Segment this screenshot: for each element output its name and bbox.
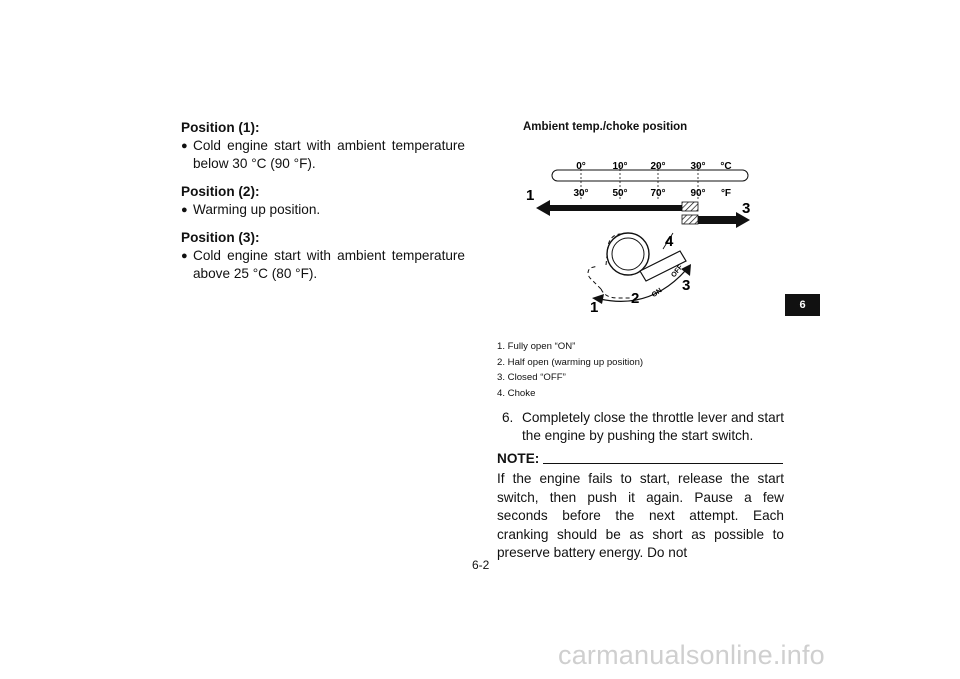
watermark: carmanualsonline.info [558,640,825,670]
position-3-text: Cold engine start with ambient temperature above 25 °C (80 °F). [193,248,465,281]
position-2-item [181,201,465,219]
figure-title: Ambient temp./choke position [523,121,688,133]
position-3-heading: Position (3): [181,230,260,245]
dial-on-label: ON [650,287,664,299]
callout-4: 4 [665,233,674,250]
fully-open-range-arrow [536,200,682,216]
bullet-icon: ● [181,204,188,216]
position-1-item [181,137,465,173]
position-3-item [181,247,465,283]
fahrenheit-unit: °F [720,188,732,199]
celsius-tick-10: 10° [612,161,628,172]
fully-open-overlap-hatch [682,202,698,211]
celsius-unit: °C [720,161,732,172]
dial-off-label: OFF [670,263,685,280]
fahrenheit-tick-70: 70° [650,188,666,199]
arrow-label-right: 3 [742,200,751,217]
celsius-tick-0: 0° [576,161,586,172]
callout-1: 1 [590,299,599,316]
legend-item-1: 1. Fully open “ON” [497,341,576,352]
position-2-text: Warming up position. [193,202,321,217]
celsius-tick-20: 20° [650,161,666,172]
fahrenheit-tick-50: 50° [612,188,628,199]
arrow-label-left: 1 [526,187,535,204]
callout-3: 3 [682,277,691,294]
bullet-icon: ● [181,250,188,262]
celsius-tick-30: 30° [690,161,706,172]
legend-item-2: 2. Half open (warming up position) [497,356,644,368]
figure-legend [497,339,643,401]
step-6 [497,409,784,445]
bullet-icon: ● [181,140,188,152]
note-text: If the engine fails to start, release the start switch, then push it again. Pause a few seconds before the next attempt. Each cranking should be as short as possible to preserve battery energy. Do not [497,471,784,560]
position-1-heading: Position (1): [181,120,260,135]
note-divider [543,463,783,464]
position-2-heading: Position (2): [181,184,260,199]
note-heading: NOTE: [497,451,540,466]
fahrenheit-tick-30: 30° [573,188,589,199]
position-list [181,119,465,293]
fahrenheit-tick-90: 90° [690,188,706,199]
choke-diagram [510,148,760,323]
legend-item-4: 4. Choke [497,387,536,399]
callout-2: 2 [631,290,640,307]
choke-knob [588,233,649,298]
section-tab: 6 [785,294,820,316]
position-1-text: Cold engine start with ambient temperature below 30 °C (90 °F). [193,138,465,171]
page-number: 6-2 [472,558,490,572]
legend-item-3: 3. Closed “OFF” [497,372,566,383]
step-number: 6. [502,410,514,425]
step-text: Completely close the throttle lever and start the engine by pushing the start switch. [522,410,784,443]
closed-overlap-hatch [682,215,698,224]
